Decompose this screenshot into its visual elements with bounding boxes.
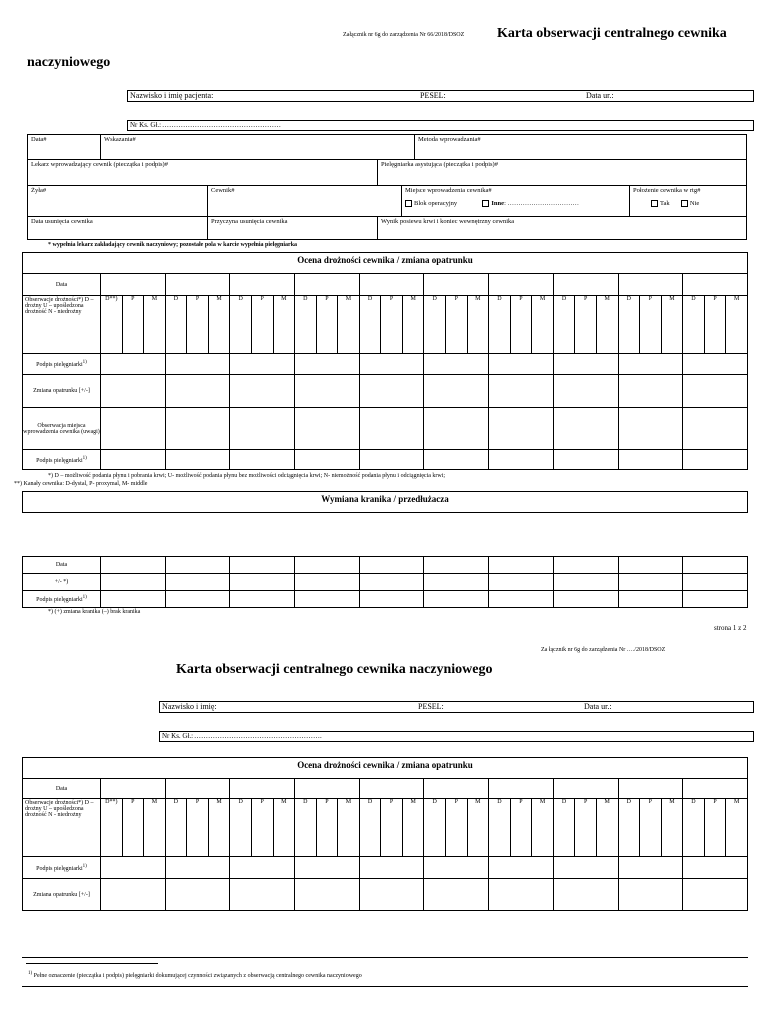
- page-title-continued: naczyniowego: [27, 55, 111, 70]
- channel-cell[interactable]: P: [640, 799, 662, 857]
- valve-date-label: Data: [23, 557, 101, 574]
- channel-cell[interactable]: P: [122, 296, 144, 354]
- channel-cell[interactable]: M: [726, 799, 748, 857]
- channel-cell[interactable]: D: [295, 799, 317, 857]
- channel-cell[interactable]: M: [273, 799, 295, 857]
- patency-header-2: [22, 757, 748, 779]
- channel-cell[interactable]: D: [230, 296, 252, 354]
- insert-rtg: Położenie cewnika w rtg# Tak Nie: [629, 185, 747, 217]
- attachment-note-2: Za łącznik nr 6g do zarządzenia Nr …./2018/DSOZ: [541, 647, 666, 653]
- channel-cell[interactable]: M: [596, 799, 618, 857]
- channel-cell[interactable]: P: [704, 799, 726, 857]
- footnote-text: $^{1)}$ Pełne oznaczenie (pieczątka i podpis) pielęgniarki dokumującej czynności związanych z obserwacją centralnego cewnika naczyniowego: [28, 971, 362, 979]
- channel-cell[interactable]: M: [338, 799, 360, 857]
- channel-cell[interactable]: D: [165, 799, 187, 857]
- channel-cell[interactable]: D: [424, 296, 446, 354]
- channel-cell[interactable]: M: [532, 296, 554, 354]
- channel-cell[interactable]: M: [467, 799, 489, 857]
- date-cell[interactable]: [359, 274, 424, 296]
- pesel-label: PESEL:: [420, 91, 446, 100]
- channel-cell[interactable]: D: [618, 799, 640, 857]
- channel-cell[interactable]: M: [402, 296, 424, 354]
- channel-cell[interactable]: P: [704, 296, 726, 354]
- insert-date: Data#: [27, 134, 101, 160]
- channel-cell[interactable]: P: [316, 799, 338, 857]
- page-number: strona 1 z 2: [714, 624, 747, 632]
- valve-title: Wymiana kranika / przedłużacza: [321, 494, 449, 504]
- patency-table: [22, 273, 748, 470]
- record-no-dots: ……………………………………………: [162, 121, 281, 129]
- row-date-label: Data: [23, 274, 101, 296]
- patient-name-label-2: Nazwisko i imię:: [162, 702, 217, 711]
- date-cell[interactable]: [101, 274, 166, 296]
- insert-vein: Żyła#: [27, 185, 208, 217]
- channel-cell[interactable]: M: [661, 799, 683, 857]
- channel-cell[interactable]: D: [553, 296, 575, 354]
- pesel-label-2: PESEL:: [418, 702, 444, 711]
- record-no-dots-2: ……………………………………………….: [194, 732, 322, 740]
- insert-method: Metoda wprowadzania#: [414, 134, 747, 160]
- row-site-obs-label: Obserwacja miejsca wprowadzenia cewnika (uwagi): [23, 408, 101, 450]
- page2-title: Karta obserwacji centralnego cewnika naczyniowego: [176, 662, 493, 677]
- channel-cell[interactable]: D: [359, 296, 381, 354]
- channel-cell[interactable]: P: [316, 296, 338, 354]
- patient-box: [127, 90, 754, 102]
- row-dressing-label-2: Zmiana opatrunku [+/-]: [23, 879, 101, 911]
- record-no-label-2: Nr Ks. Gł.:: [162, 732, 194, 740]
- valve-table: [22, 556, 748, 608]
- removal-reason: Przyczyna usunięcia cewnika: [207, 216, 378, 240]
- valve-note: *) (+) zmiana kranika (–) brak kranika: [48, 609, 141, 615]
- date-cell[interactable]: [489, 274, 554, 296]
- channel-cell[interactable]: M: [726, 296, 748, 354]
- date-cell[interactable]: [295, 274, 360, 296]
- row-sign-label-2: Podpis pielęgniarki$^{1)}$: [23, 857, 101, 879]
- channel-cell[interactable]: M: [402, 799, 424, 857]
- insert-indications: Wskazania#: [100, 134, 415, 160]
- insert-doctor: Lekarz wprowadzający cewnik (pieczątka i podpis)#: [27, 159, 378, 186]
- footnote-doctor: * wypełnia lekarz zakładający cewnik naczyniowy; pozostałe pola w karcie wypełnia pielęgniarka: [48, 242, 298, 248]
- insert-catheter: Cewnik#: [207, 185, 402, 217]
- channel-cell[interactable]: D**): [101, 296, 123, 354]
- row-sign-label: Podpis pielęgniarki$^{1)}$: [23, 354, 101, 375]
- page-title: Karta obserwacji centralnego cewnika: [497, 26, 727, 41]
- row-dressing-label: Zmiana opatrunku [+/-]: [23, 375, 101, 408]
- patency-header: [22, 252, 748, 274]
- channel-cell[interactable]: D: [683, 799, 705, 857]
- channel-cell[interactable]: P: [510, 799, 532, 857]
- patency-title-2: Ocena drożności cewnika / zmiana opatrunku: [297, 760, 473, 770]
- record-box: [127, 120, 754, 131]
- channel-cell[interactable]: P: [381, 799, 403, 857]
- record-no-label: Nr Ks. Gł.:: [130, 121, 162, 129]
- channel-cell[interactable]: D: [424, 799, 446, 857]
- valve-pm-label: +/- *): [23, 574, 101, 591]
- channel-cell[interactable]: M: [467, 296, 489, 354]
- channel-cell[interactable]: D: [618, 296, 640, 354]
- attachment-note: Załącznik nr 6g do zarządzenia Nr 66/2018/DSOZ: [343, 32, 465, 38]
- channel-cell[interactable]: P: [187, 799, 209, 857]
- channel-cell[interactable]: D: [295, 296, 317, 354]
- insert-site: Miejsce wprowadzenia cewnika# Blok operacyjny Inne: ……………………………: [401, 185, 630, 217]
- channel-cell[interactable]: D: [489, 296, 511, 354]
- valve-sign-label: Podpis pielęgniarki$^{1)}$: [23, 591, 101, 608]
- channel-cell[interactable]: P: [381, 296, 403, 354]
- rtg-no-checkbox[interactable]: [681, 200, 688, 207]
- channel-cell[interactable]: M: [208, 296, 230, 354]
- channel-cell[interactable]: M: [273, 296, 295, 354]
- patency-table-2: [22, 778, 748, 911]
- date-cell[interactable]: [165, 274, 230, 296]
- channel-cell[interactable]: P: [187, 296, 209, 354]
- rtg-yes-checkbox[interactable]: [651, 200, 658, 207]
- channel-cell[interactable]: D: [553, 799, 575, 857]
- channel-cell[interactable]: M: [144, 799, 166, 857]
- patient-box-2: [159, 701, 754, 713]
- removal-date: Data usunięcia cewnika: [27, 216, 208, 240]
- date-cell[interactable]: [618, 274, 683, 296]
- date-cell[interactable]: [230, 274, 295, 296]
- channel-cell[interactable]: P: [575, 296, 597, 354]
- channel-cell[interactable]: P: [640, 296, 662, 354]
- channel-cell[interactable]: M: [532, 799, 554, 857]
- date-cell[interactable]: [683, 274, 748, 296]
- note-channels: **) Kanały cewnika: D-dystal, P- proxymal, M- middle: [14, 481, 148, 487]
- patient-name-label: Nazwisko i imię pacjenta:: [130, 91, 214, 100]
- channel-cell[interactable]: M: [208, 799, 230, 857]
- patency-title: Ocena drożności cewnika / zmiana opatrunku: [297, 255, 473, 265]
- row-obs-label: Obserwacje drożności*) D – drożny U – upośledzona drożność N - niedrożny: [23, 296, 101, 354]
- channel-cell[interactable]: M: [338, 296, 360, 354]
- channel-cell[interactable]: M: [596, 296, 618, 354]
- date-cell[interactable]: [553, 274, 618, 296]
- channel-cell[interactable]: M: [144, 296, 166, 354]
- channel-cell[interactable]: P: [446, 296, 468, 354]
- channel-cell[interactable]: P: [446, 799, 468, 857]
- row-sign-label: Podpis pielęgniarki$^{1)}$: [23, 450, 101, 470]
- row-obs-label-2: Obserwacje drożności*) D – drożny U – upośledzona drożność N - niedrożny: [23, 799, 101, 857]
- channel-cell[interactable]: P: [575, 799, 597, 857]
- row-date-label-2: Data: [23, 779, 101, 799]
- channel-cell[interactable]: D**): [101, 799, 123, 857]
- channel-cell[interactable]: D: [489, 799, 511, 857]
- channel-cell[interactable]: P: [122, 799, 144, 857]
- note-patency: *) D – możliwość podania płynu i pobrania krwi; U- możliwość podania płynu bez możliwości odciągnięcia krwi; N- niemożność podania płynu i odciągnięcia krwi;: [48, 473, 446, 479]
- channel-cell[interactable]: D: [683, 296, 705, 354]
- site-block-checkbox[interactable]: [405, 200, 412, 207]
- channel-cell[interactable]: D: [230, 799, 252, 857]
- valve-header: [22, 491, 748, 513]
- dob-label: Data ur.:: [586, 91, 614, 100]
- channel-cell[interactable]: D: [165, 296, 187, 354]
- channel-cell[interactable]: M: [661, 296, 683, 354]
- record-box-2: [159, 731, 754, 742]
- dob-label-2: Data ur.:: [584, 702, 612, 711]
- insert-nurse: Pielęgniarka asystująca (pieczątka i podpis)#: [377, 159, 747, 186]
- date-cell[interactable]: [424, 274, 489, 296]
- blood-culture: Wynik posiewu krwi i koniec wewnętrzny cewnika: [377, 216, 747, 240]
- site-other-checkbox[interactable]: [482, 200, 489, 207]
- channel-cell[interactable]: P: [251, 799, 273, 857]
- channel-cell[interactable]: P: [510, 296, 532, 354]
- channel-cell[interactable]: P: [251, 296, 273, 354]
- channel-cell[interactable]: D: [359, 799, 381, 857]
